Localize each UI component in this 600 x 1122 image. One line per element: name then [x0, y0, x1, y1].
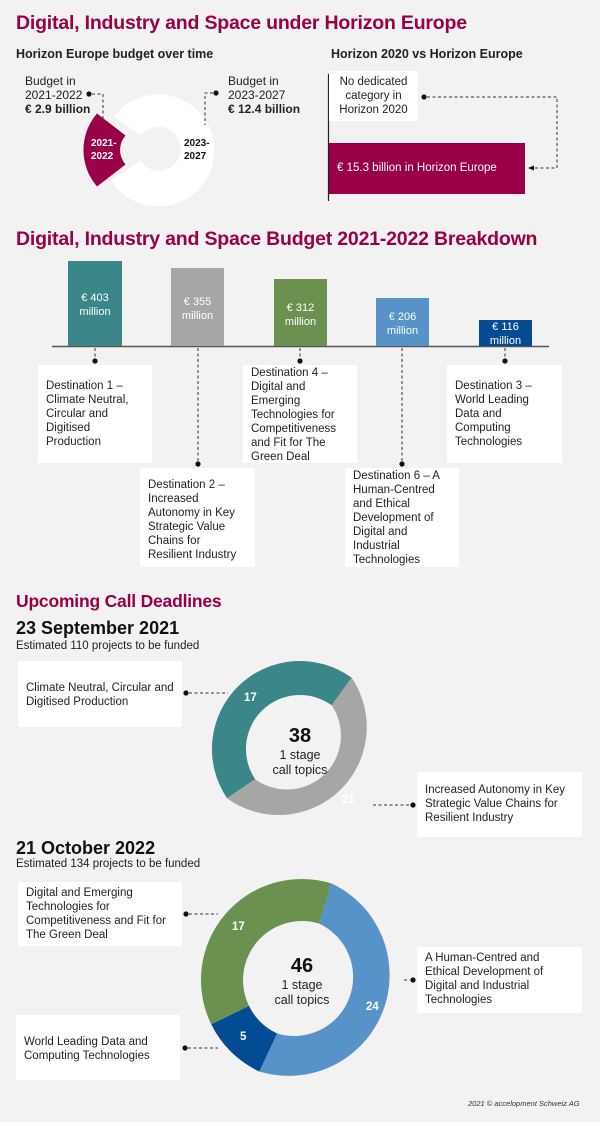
bar-destination-6: € 206 million — [376, 298, 429, 346]
bar-destination-2: € 355 million — [171, 268, 224, 346]
budget-over-time-heading: Horizon Europe budget over time — [16, 47, 214, 61]
donut2-darkblue-value: 5 — [240, 1031, 247, 1043]
donut2-green-value: 17 — [232, 921, 245, 933]
deadline2-subtitle: Estimated 134 projects to be funded — [16, 858, 201, 870]
donut2-label-darkblue: World Leading Data and Computing Technologies — [16, 1015, 180, 1080]
budget-2021-label: Budget in 2021-2022 € 2.9 billion — [25, 74, 91, 116]
segment-2023-2027-label: 2023- 2027 — [184, 138, 210, 162]
donut1-center: 38 1 stage call topics — [272, 725, 328, 777]
donut1-label-teal: Climate Neutral, Circular and Digitised Production — [18, 661, 182, 727]
section2-title: Digital, Industry and Space Budget 2021-2022 Breakdown — [16, 228, 538, 250]
donut1-gray-value: 21 — [342, 794, 355, 806]
destination-1-box: Destination 1 – Climate Neutral, Circular and Digitised Production — [38, 365, 152, 463]
section3-title: Upcoming Call Deadlines — [16, 591, 222, 611]
deadline1-date: 23 September 2021 — [16, 618, 180, 638]
destination-6-box: Destination 6 – A Human-Centred and Ethical Development of Digital and Industrial Technologies — [345, 468, 459, 567]
donut2-label-blue: A Human-Centred and Ethical Development of Digital and Industrial Technologies — [417, 947, 582, 1013]
destination-3-box: Destination 3 – World Leading Data and Computing Technologies — [447, 365, 562, 463]
donut2-blue-value: 24 — [366, 1001, 379, 1013]
destination-4-box: Destination 4 – Digital and Emerging Technologies for Competitiveness and Fit for The Green Deal — [243, 365, 357, 463]
deadline1-subtitle: Estimated 110 projects to be funded — [16, 640, 200, 652]
bar-destination-3: € 116 million — [479, 320, 532, 346]
donut1-label-gray: Increased Autonomy in Key Strategic Value Chains for Resilient Industry — [417, 772, 582, 837]
bar-destination-4: € 312 million — [274, 279, 327, 346]
budget-2023-label: Budget in 2023-2027 € 12.4 billion — [228, 74, 301, 116]
destination-2-box: Destination 2 – Increased Autonomy in Key Strategic Value Chains for Resilient Industry — [140, 468, 255, 567]
horizon-europe-bar: € 15.3 billion in Horizon Europe — [329, 143, 525, 194]
h2020-no-category-box: No dedicated category in Horizon 2020 — [329, 71, 418, 121]
bar-destination-1: € 403 million — [68, 261, 122, 346]
donut1-teal-value: 17 — [244, 692, 257, 704]
donut2-center: 46 1 stage call topics — [274, 955, 330, 1007]
deadline2-date: 21 October 2022 — [16, 838, 156, 858]
section1-title: Digital, Industry and Space under Horizon Europe — [16, 12, 467, 34]
footer-copyright: 2021 © accelopment Schweiz AG — [468, 1099, 580, 1108]
segment-2021-2022-label: 2021- 2022 — [91, 138, 117, 162]
donut2-label-green: Digital and Emerging Technologies for Competitiveness and Fit for The Green Deal — [18, 882, 182, 946]
h2020-vs-he-heading: Horizon 2020 vs Horizon Europe — [331, 47, 523, 61]
